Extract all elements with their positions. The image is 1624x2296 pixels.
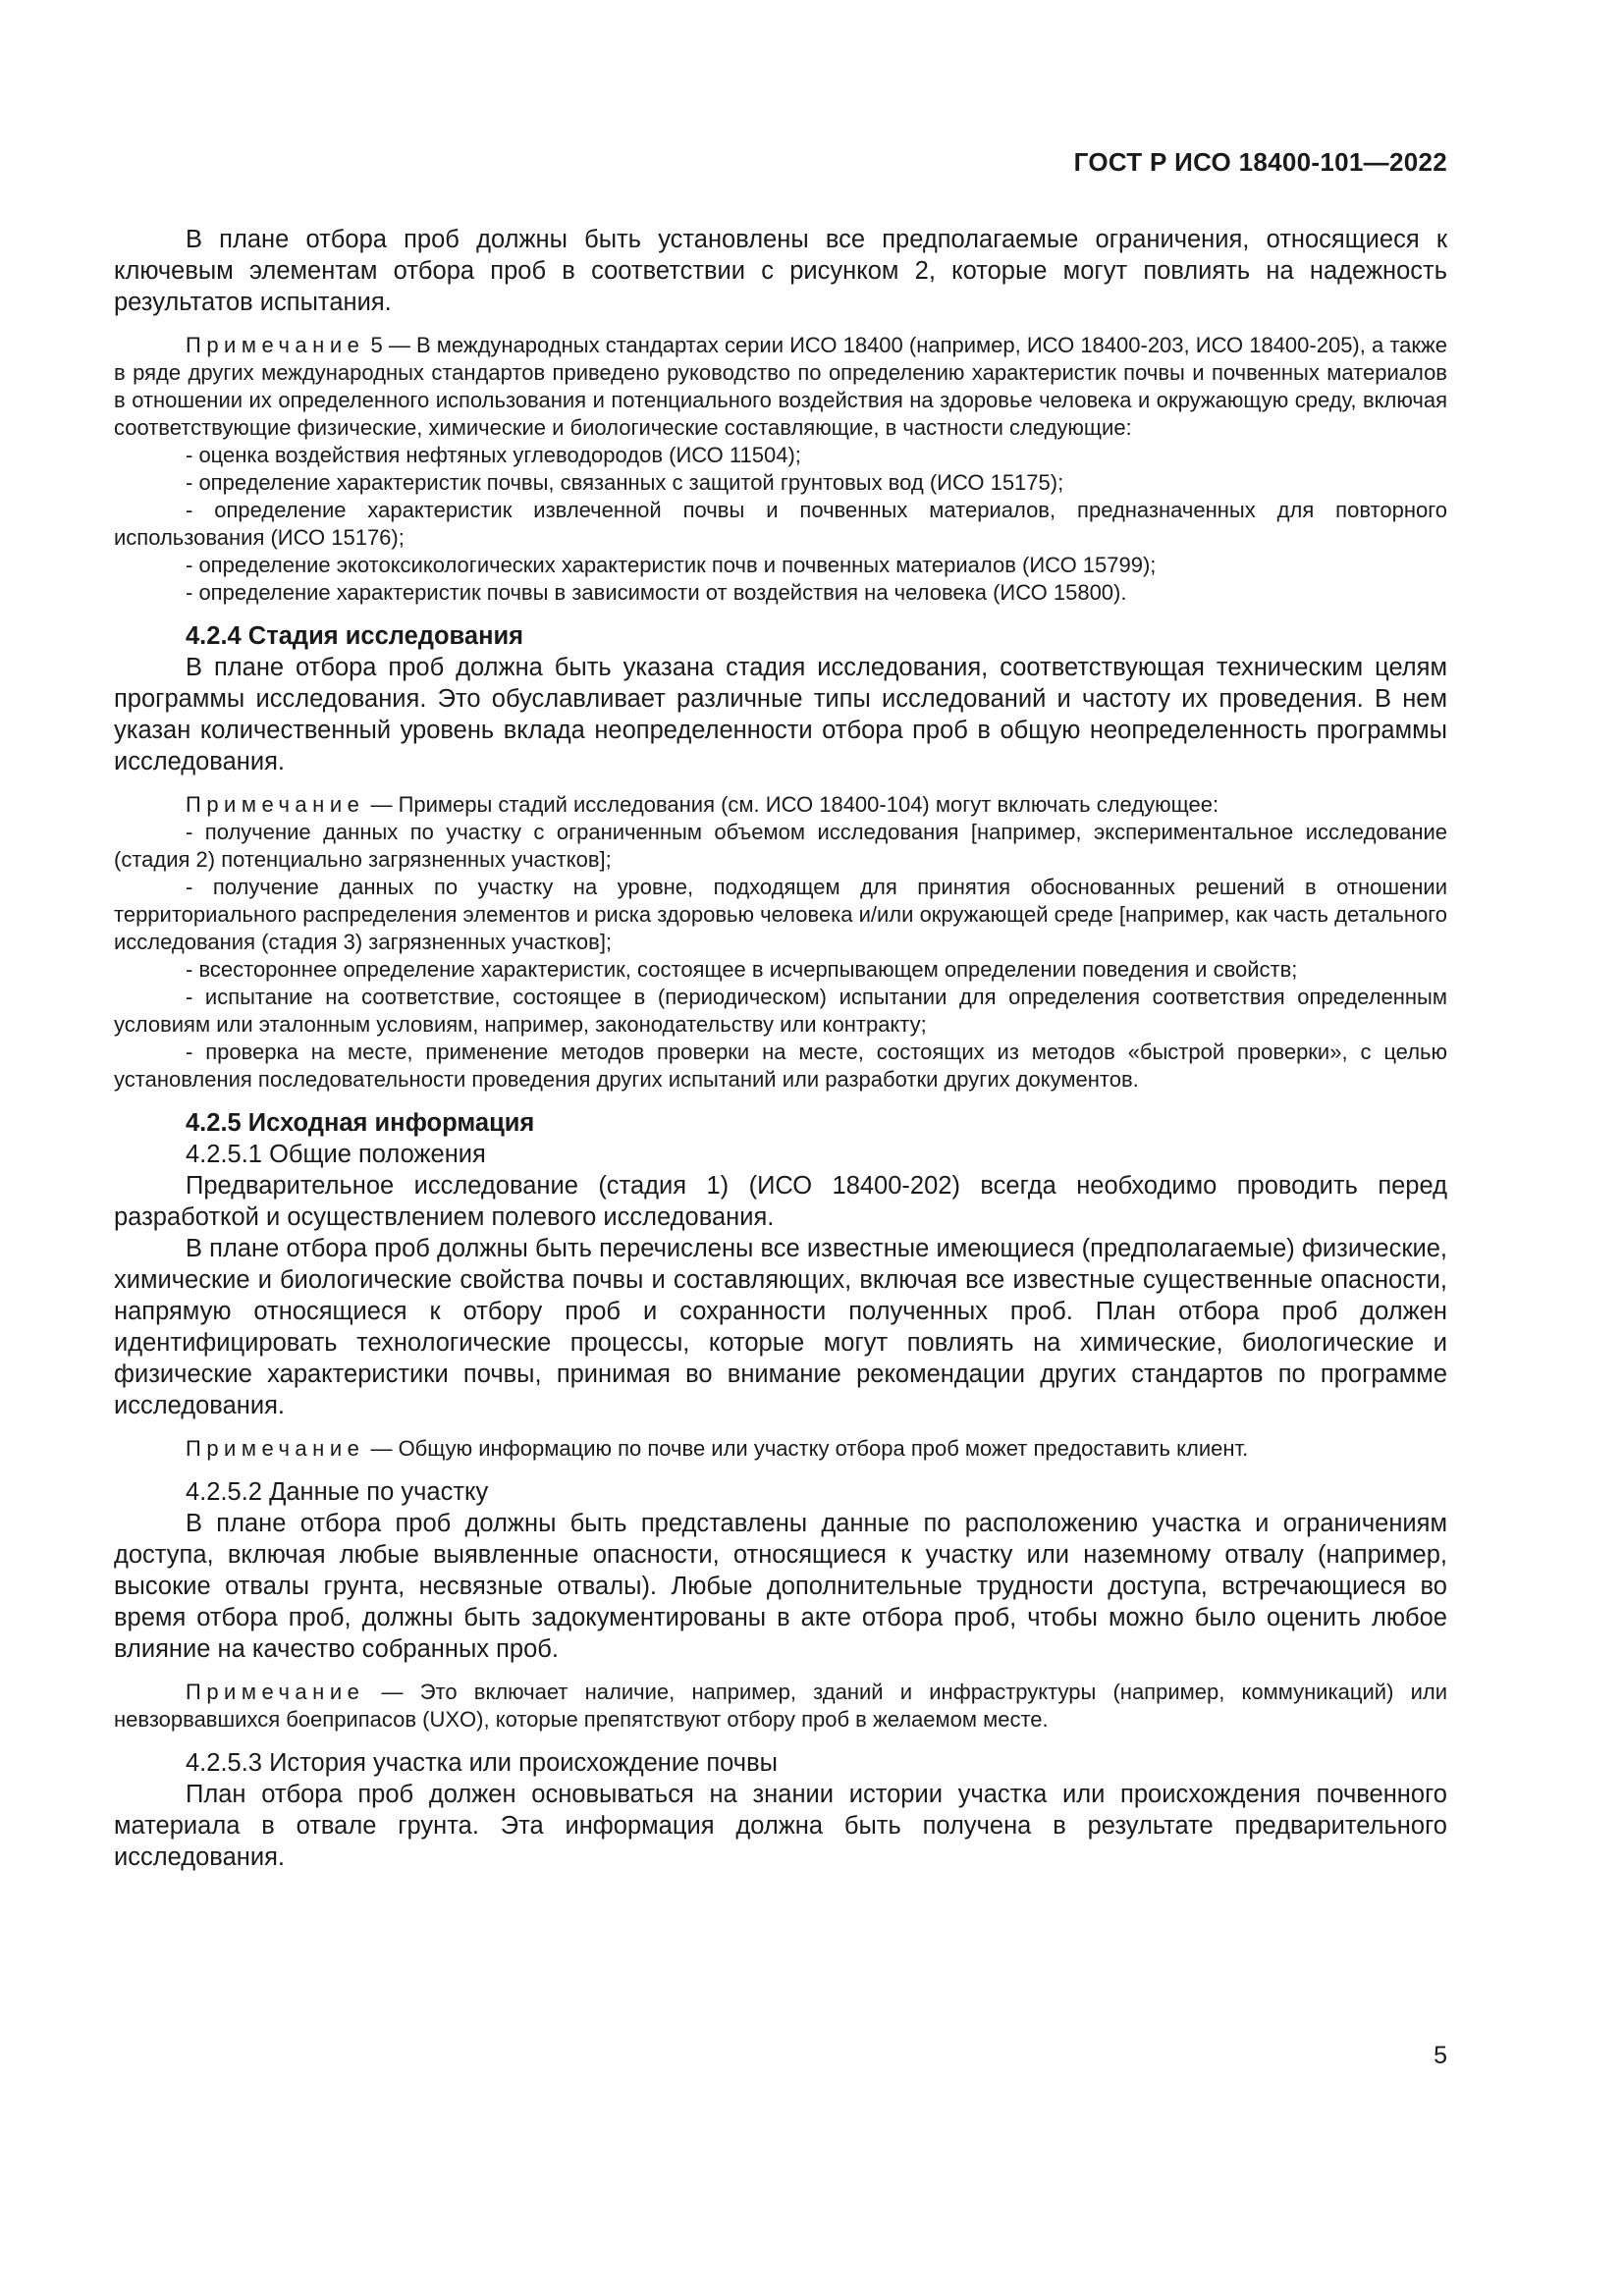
section-heading-4-2-5: 4.2.5 Исходная информация (186, 1109, 535, 1137)
page-number: 5 (1434, 2042, 1447, 2069)
note-label: Примечание (186, 1680, 365, 1704)
list-item: - всестороннее определение характеристик, состоящее в исчерпывающем определении поведения и свойств; (186, 957, 1298, 982)
section-paragraph: Предварительное исследование (стадия 1) (ИСО 18400-202) всегда необходимо проводить перед разработкой и осуществлением полевого исследования. (114, 1172, 1447, 1231)
list-item: - проверка на месте, применение методов проверки на месте, состоящих из методов «быстрой проверки», с целью установления последовательности проведения других испытаний или разработки других документов. (114, 1040, 1447, 1092)
note-5 (114, 332, 1447, 442)
section-heading-4-2-4: 4.2.4 Стадия исследования (186, 622, 524, 650)
section-paragraph: План отбора проб должен основываться на знании истории участка или происхождения почвенного материала в отвале грунта. Эта информация должна быть получена в результате предварительного исследования. (114, 1781, 1447, 1871)
list-item: - определение характеристик почвы, связанных с защитой грунтовых вод (ИСО 15175); (186, 470, 1064, 495)
note-4-2-4 (114, 791, 1447, 819)
section-paragraph: В плане отбора проб должны быть представлены данные по расположению участка и ограничениям доступа, включая любые выявленные опасности, относящиеся к участку или наземному отвалу (например, высокие отвалы грунта, несвязные отвалы). Любые дополнительные трудности доступа, встречающиеся во время отбора проб, должны быть задокументированы в акте отбора проб, чтобы можно было оценить любое влияние на качество собранных проб. (114, 1510, 1447, 1663)
note-text: — Общую информацию по почве или участку отбора проб может предоставить клиент. (364, 1436, 1249, 1461)
document-header: ГОСТ Р ИСО 18400-101—2022 (1073, 147, 1447, 177)
intro-paragraph: В плане отбора проб должны быть установлены все предполагаемые ограничения, относящиеся к ключевым элементам отбора проб в соответствии с рисунком 2, которые могут повлиять на надежность результатов испытания. (114, 226, 1447, 316)
note-4-2-5-1 (114, 1435, 1447, 1463)
list-item: - определение характеристик почвы в зависимости от воздействия на человека (ИСО 15800). (186, 580, 1127, 605)
note-text: — Примеры стадий исследования (см. ИСО 18400-104) могут включать следующее: (364, 792, 1219, 817)
subsection-heading-4-2-5-2: 4.2.5.2 Данные по участку (186, 1478, 489, 1506)
note-label: Примечание (186, 333, 365, 357)
note-label: Примечание (186, 1436, 365, 1461)
list-item: - получение данных по участку на уровне, подходящем для принятия обоснованных решений в отношении территориального распределения элементов и риска здоровью человека и/или окружающей среде [например, как часть детального исследования (стадия 3) загрязненных участков]; (114, 875, 1447, 954)
note-text: — Это включает наличие, например, зданий и инфраструктуры (например, коммуникаций) или невзорвавшихся боеприпасов (UXO), которые препятствуют отбору проб в желаемом месте. (114, 1680, 1447, 1732)
section-paragraph: В плане отбора проб должны быть перечислены все известные имеющиеся (предполагаемые) физические, химические и биологические свойства почвы и составляющих, включая все известные существенные опасности, напрямую относящиеся к отбору проб и сохранности полученных проб. План отбора проб должен идентифицировать технологические процессы, которые могут повлиять на химические, биологические и физические характеристики почвы, принимая во внимание рекомендации других стандартов по программе исследования. (114, 1235, 1447, 1419)
note-text: 5 — В международных стандартах серии ИСО 18400 (например, ИСО 18400-203, ИСО 18400-205), а также в ряде других международных стандартов приведено руководство по определению характеристик почвы и почвенных материалов в отношении их определенного использования и потенциального воздействия на здоровье человека и окружающую среду, включая соответствующие физические, химические и биологические составляющие, в частности следующие: (114, 333, 1447, 440)
note-5-list (114, 442, 1447, 607)
note-label: Примечание (186, 792, 365, 817)
page-content (114, 224, 1447, 1873)
note-4-2-5-2 (114, 1679, 1447, 1734)
list-item: - испытание на соответствие, состоящее в (периодическом) испытании для определения соответствия определенным условиям или эталонным условиям, например, законодательству или контракту; (114, 985, 1447, 1037)
list-item: - оценка воздействия нефтяных углеводородов (ИСО 11504); (186, 443, 801, 467)
list-item: - определение характеристик извлеченной почвы и почвенных материалов, предназначенных для повторного использования (ИСО 15176); (114, 498, 1447, 550)
section-paragraph: В плане отбора проб должна быть указана стадия исследования, соответствующая техническим целям программы исследования. Это обуславливает различные типы исследований и частоту их проведения. В нем указан количественный уровень вклада неопределенности отбора проб в общую неопределенность программы исследования. (114, 654, 1447, 775)
list-item: - получение данных по участку с ограниченным объемом исследования [например, экспериментальное исследование (стадия 2) потенциально загрязненных участков]; (114, 820, 1447, 872)
subsection-heading-4-2-5-3: 4.2.5.3 История участка или происхождение почвы (186, 1749, 778, 1777)
note-4-2-4-list (114, 819, 1447, 1094)
list-item: - определение экотоксикологических характеристик почв и почвенных материалов (ИСО 15799); (186, 553, 1157, 577)
subsection-heading-4-2-5-1: 4.2.5.1 Общие положения (186, 1141, 486, 1168)
